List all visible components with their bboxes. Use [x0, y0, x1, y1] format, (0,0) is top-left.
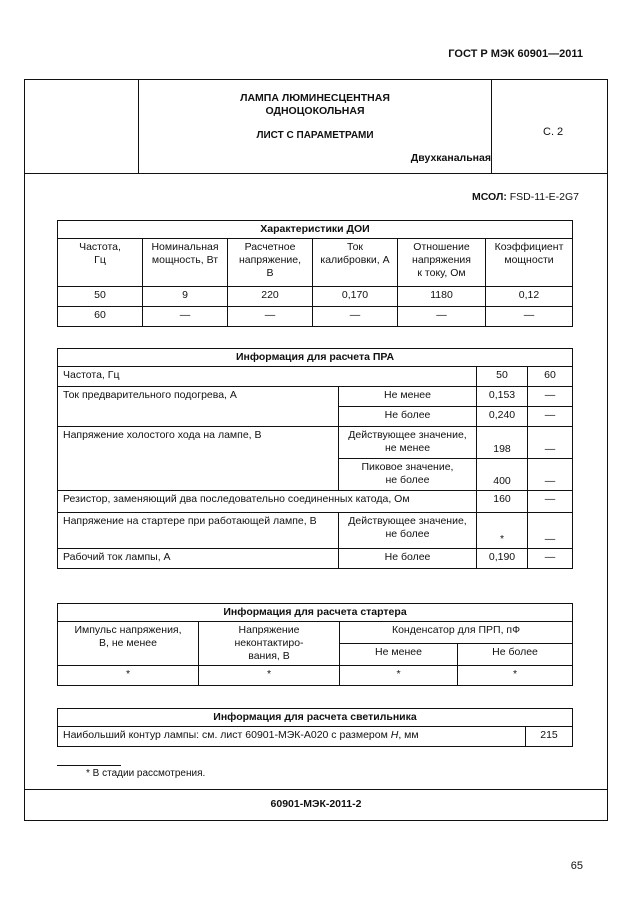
starter-header-nonconduct: Напряжение неконтактиро- вания, В [199, 622, 340, 666]
doi-header-row [58, 239, 573, 287]
doi-cell: 220 [228, 287, 313, 307]
pra-preheat-min-50: 0,153 [477, 387, 528, 407]
luminaire-title-row [58, 709, 573, 727]
luminaire-title: Информация для расчета светильника [58, 709, 573, 727]
pra-preheat-max-label: Не более [339, 407, 477, 427]
doi-title: Характеристики ДОИ [58, 221, 573, 239]
doi-cell: — [228, 307, 313, 327]
pra-table [57, 348, 573, 569]
doi-cell: 0,12 [486, 287, 573, 307]
page-number: 65 [570, 860, 583, 872]
starter-header-cap-max: Не более [458, 644, 573, 666]
pra-resistor-row [58, 491, 573, 513]
pra-resistor-60: — [528, 491, 573, 513]
pra-title-row [58, 349, 573, 367]
pra-starter-voltage-sub: Действующее значение, не более [339, 513, 477, 549]
sheet-title [139, 92, 491, 118]
starter-values-row [58, 666, 573, 686]
pra-current-50: 0,190 [477, 549, 528, 569]
starter-value: * [199, 666, 340, 686]
pra-ocv-peak-label: Пиковое значение, не более [339, 459, 477, 491]
starter-value: * [340, 666, 458, 686]
sheet-code-line [24, 789, 608, 790]
pra-preheat-min-60: — [528, 387, 573, 407]
pra-title: Информация для расчета ПРА [58, 349, 573, 367]
msol-line [472, 191, 579, 203]
doi-table [57, 220, 573, 327]
starter-header-capacitor: Конденсатор для ПРП, пФ [340, 622, 573, 644]
doi-header-voltage: Расчетное напряжение, В [228, 239, 313, 287]
doi-cell: 9 [143, 287, 228, 307]
doi-cell: — [486, 307, 573, 327]
sheet-title-line2: ОДНОЦОКОЛЬНАЯ [265, 105, 365, 117]
pra-freq-60: 60 [528, 367, 573, 387]
standard-code: ГОСТ Р МЭК 60901—2011 [448, 48, 583, 60]
pra-current-label: Рабочий ток лампы, А [58, 549, 339, 569]
luminaire-label: Наибольший контур лампы: см. лист 60901-МЭК-А020 с размером H, мм [58, 727, 526, 747]
pra-preheat-label: Ток предварительного подогрева, А [58, 387, 339, 427]
starter-header-cap-min: Не менее [340, 644, 458, 666]
pra-current-60: — [528, 549, 573, 569]
sheet-title-line1: ЛАМПА ЛЮМИНЕСЦЕНТНАЯ [240, 92, 390, 104]
lamp-type: Двухканальная [410, 152, 491, 164]
pra-ocv-peak-60: — [528, 459, 573, 491]
pra-ocv-label: Напряжение холостого хода на лампе, В [58, 427, 339, 491]
starter-table [57, 603, 573, 686]
pra-current-sub: Не более [339, 549, 477, 569]
doi-cell: 0,170 [313, 287, 398, 307]
doi-header-power: Номинальная мощность, Вт [143, 239, 228, 287]
pra-frequency-label: Частота, Гц [58, 367, 477, 387]
doi-cell: 60 [58, 307, 143, 327]
doi-row-50 [58, 287, 573, 307]
pra-starter-voltage-50: * [477, 513, 528, 549]
pra-ocv-rms-50: 198 [477, 427, 528, 459]
luminaire-table [57, 708, 573, 747]
doi-cell: — [313, 307, 398, 327]
starter-header-pulse: Импульс напряжения, В, не менее [58, 622, 199, 666]
starter-title: Информация для расчета стартера [58, 604, 573, 622]
doi-cell: — [143, 307, 228, 327]
doi-header-current: Ток калибровки, А [313, 239, 398, 287]
pra-preheat-max-50: 0,240 [477, 407, 528, 427]
pra-starter-voltage-label: Напряжение на стартере при работающей лампе, В [58, 513, 339, 549]
doi-row-60 [58, 307, 573, 327]
pra-starter-voltage-row [58, 513, 573, 549]
pra-preheat-min-row [58, 387, 573, 407]
starter-value: * [458, 666, 573, 686]
pra-preheat-min-label: Не менее [339, 387, 477, 407]
footnote-rule [57, 765, 121, 766]
header-bottom-line [24, 173, 608, 174]
msol-value: FSD-11-E-2G7 [509, 191, 579, 203]
footnote: * В стадии рассмотрения. [86, 768, 206, 779]
starter-header-row-1 [58, 622, 573, 644]
pra-resistor-label: Резистор, заменяющий два последовательно соединенных катода, Ом [58, 491, 477, 513]
msol-label: МСОЛ: [471, 191, 507, 203]
pra-preheat-max-60: — [528, 407, 573, 427]
starter-value: * [58, 666, 199, 686]
luminaire-row [58, 727, 573, 747]
pra-resistor-50: 160 [477, 491, 528, 513]
sheet-subtitle: ЛИСТ С ПАРАМЕТРАМИ [256, 130, 374, 141]
doi-cell: 1180 [398, 287, 486, 307]
header-divider-right [491, 79, 492, 173]
pra-frequency-row [58, 367, 573, 387]
doi-header-ratio: Отношение напряжения к току, Ом [398, 239, 486, 287]
doi-header-power-factor: Коэффициент мощности [486, 239, 573, 287]
page-reference: С. 2 [543, 126, 564, 138]
doi-cell: — [398, 307, 486, 327]
pra-starter-voltage-60: — [528, 513, 573, 549]
sheet-code: 60901-МЭК-2011-2 [270, 798, 362, 810]
pra-ocv-peak-50: 400 [477, 459, 528, 491]
doi-cell: 50 [58, 287, 143, 307]
pra-freq-50: 50 [477, 367, 528, 387]
pra-ocv-rms-label: Действующее значение, не менее [339, 427, 477, 459]
luminaire-value: 215 [526, 727, 573, 747]
pra-ocv-rms-60: — [528, 427, 573, 459]
pra-ocv-rms-row [58, 427, 573, 459]
doi-header-frequency: Частота, Гц [58, 239, 143, 287]
starter-title-row [58, 604, 573, 622]
pra-current-row [58, 549, 573, 569]
doi-title-row [58, 221, 573, 239]
